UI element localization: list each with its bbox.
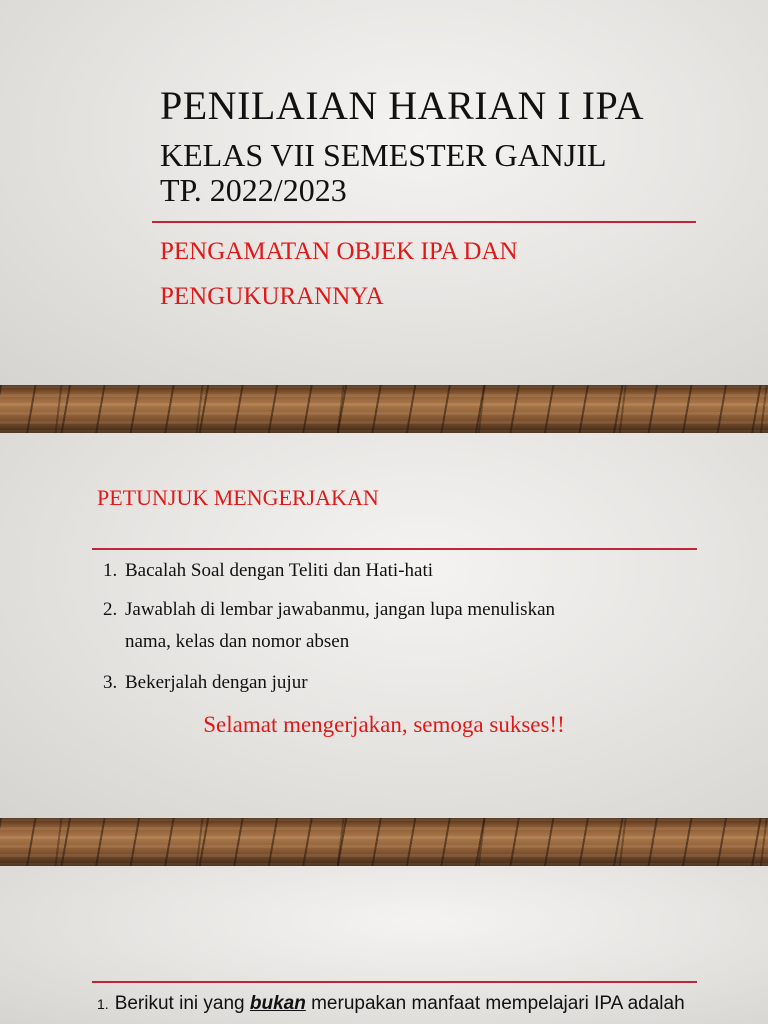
wood-floor-divider-2 [0, 818, 768, 866]
slide-subtitle-year: TP. 2022/2023 [160, 172, 347, 208]
question-text-before: Berikut ini yang [114, 993, 245, 1014]
instruction-text: Bekerjalah dengan jujur [125, 672, 308, 693]
instruction-text-continued: nama, kelas dan nomor absen [125, 631, 350, 652]
question-number: 1. [97, 996, 109, 1012]
title-divider [152, 221, 696, 223]
slide-subtitle-class: KELAS VII SEMESTER GANJIL [160, 137, 607, 173]
topic-line-1: PENGAMATAN OBJEK IPA DAN [160, 238, 518, 265]
instruction-number: 3. [103, 672, 118, 693]
wood-floor-divider-1 [0, 385, 768, 433]
instructions-heading: PETUNJUK MENGERJAKAN [97, 485, 379, 510]
closing-message: Selamat mengerjakan, semoga sukses!! [203, 712, 565, 737]
instruction-number: 2. [103, 599, 118, 620]
slide-title: PENILAIAN HARIAN I IPA [160, 83, 644, 128]
instruction-item-3 [103, 667, 308, 699]
topic-line-2: PENGUKURANNYA [160, 283, 384, 310]
question-1 [97, 993, 685, 1015]
instruction-text: Jawablah di lembar jawabanmu, jangan lupa menuliskan [125, 599, 556, 620]
instruction-item-1 [103, 555, 433, 587]
instructions-divider [92, 548, 697, 550]
question-divider [92, 981, 697, 983]
question-text-after: merupakan manfaat mempelajari IPA adalah [311, 993, 685, 1014]
question-emphasis: bukan [249, 993, 306, 1014]
slide-2 [0, 433, 768, 818]
instruction-text: Bacalah Soal dengan Teliti dan Hati-hati [125, 560, 434, 581]
instruction-number: 1. [103, 560, 118, 581]
slide-1 [0, 0, 768, 385]
instruction-item-2 [103, 594, 555, 658]
